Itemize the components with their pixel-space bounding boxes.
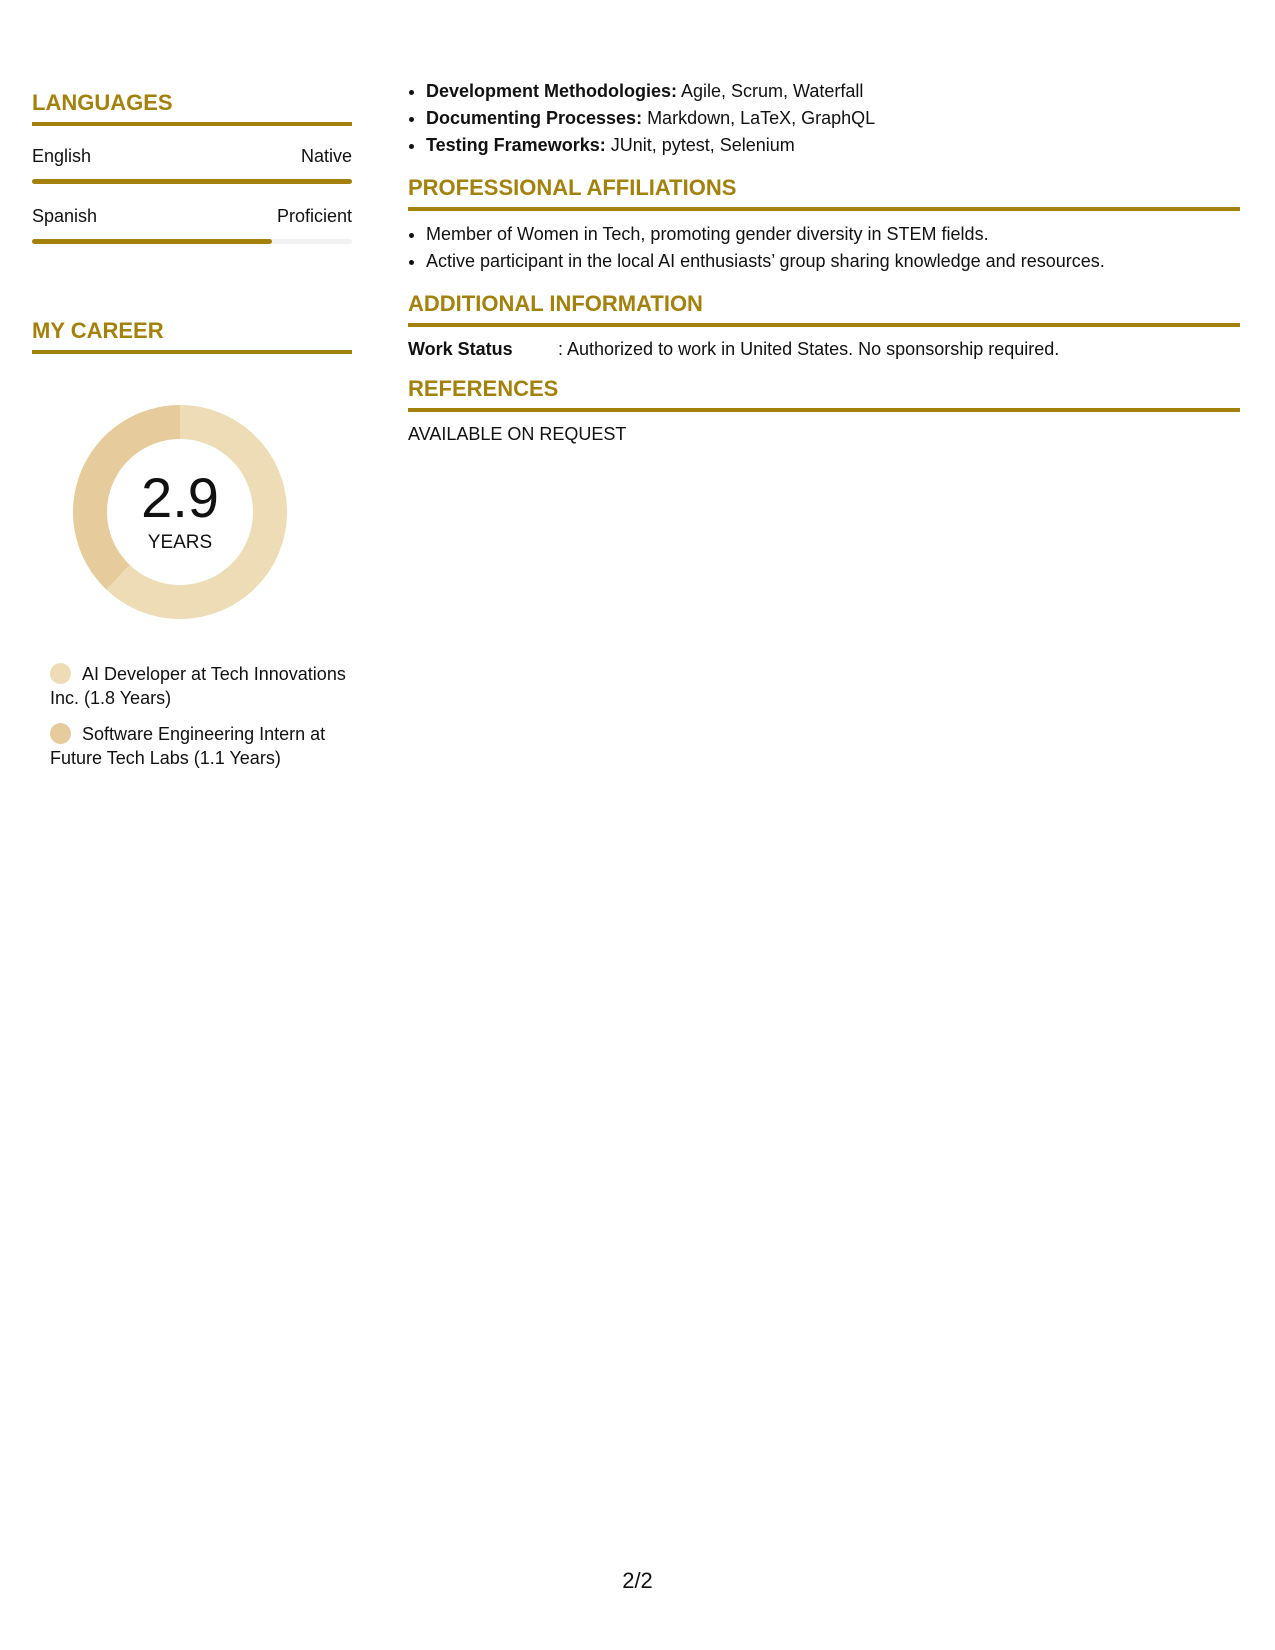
languages-heading: LANGUAGES [32,90,352,126]
skill-label: Documenting Processes: [426,108,643,128]
skill-value: Markdown, LaTeX, GraphQL [642,108,876,128]
language-bar-track [32,179,352,184]
affiliation-item: • Member of Women in Tech, promoting gender diversity in STEM fields. [426,221,1240,248]
language-english [32,146,352,184]
skill-value: JUnit, pytest, Selenium [605,135,795,155]
additional-info-heading: ADDITIONAL INFORMATION [408,291,1240,327]
career-donut-chart [66,398,294,626]
skill-item [426,105,1240,132]
legend-item [50,662,352,710]
left-column [32,90,352,782]
language-spanish [32,206,352,244]
career-total-unit: YEARS [147,532,213,553]
language-level: Native [300,146,352,166]
references-text: AVAILABLE ON REQUEST [408,424,627,444]
legend-label: AI Developer at Tech Innovations Inc. (1.8 Years) [50,664,346,708]
legend-item [50,722,352,770]
language-level: Proficient [276,206,352,226]
language-bar-fill [32,179,352,184]
work-status-value: : Authorized to work in United States. No sponsorship required. [558,339,1060,359]
work-status-row [408,339,1240,360]
career-heading: MY CAREER [32,318,352,354]
affiliations-list [408,221,1240,275]
donut-center [66,468,294,554]
references-heading: REFERENCES [408,376,1240,412]
legend-swatch [50,663,71,684]
skill-value: Agile, Scrum, Waterfall [677,81,864,101]
work-status-label: Work Status [408,339,513,359]
skill-label: Testing Frameworks: [426,135,606,155]
language-bar-fill [32,239,272,244]
affiliation-item: • Active participant in the local AI enthusiasts’ group sharing knowledge and resources. [426,248,1240,275]
skill-item [426,132,1240,159]
right-column [408,78,1240,445]
page-number: 2/2 [622,1568,653,1593]
affiliations-heading: PROFESSIONAL AFFILIATIONS [408,175,1240,211]
skill-item [426,78,1240,105]
language-name: English [32,146,92,166]
skill-label: Development Methodologies: [426,81,678,101]
language-name: Spanish [32,206,98,226]
language-bar-track [32,239,352,244]
career-legend [50,662,352,770]
legend-label: Software Engineering Intern at Future Tech Labs (1.1 Years) [50,724,326,768]
skills-list [408,78,1240,159]
legend-swatch [50,723,71,744]
career-total-years: 2.9 [141,466,219,529]
